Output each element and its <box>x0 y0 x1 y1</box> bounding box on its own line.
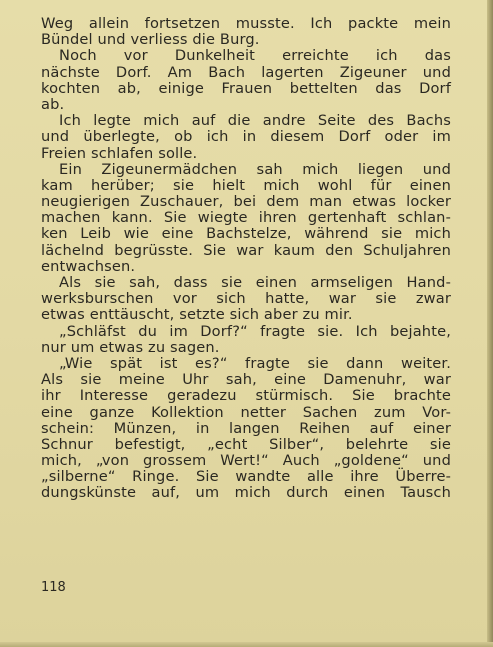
page-edge-right <box>487 0 493 647</box>
text-line: Noch vor Dunkelheit erreichte ich das <box>59 47 451 65</box>
text-line: entwachsen. <box>41 257 136 275</box>
text-line: und überlegte, ob ich in diesem Dorf oder im <box>41 128 451 146</box>
text-line: kochten ab, einige Frauen bettelten das Dorf <box>41 79 451 97</box>
text-line: „Wie spät ist es?“ fragte sie dann weiter. <box>59 354 451 372</box>
text-line: machen kann. Sie wiegte ihren gertenhaft schlan- <box>41 209 451 227</box>
text-line: neugierigen Zuschauer, bei dem man etwas locker <box>41 193 451 211</box>
text-line: eine ganze Kollektion netter Sachen zum Vor- <box>41 403 451 421</box>
text-line: lächelnd begrüsste. Sie war kaum den Schuljahren <box>41 241 451 259</box>
text-line: ken Leib wie eine Bachstelze, während sie mich <box>41 225 451 243</box>
text-line: ihr Interesse geradezu stürmisch. Sie brachte <box>41 387 451 405</box>
text-line: dungskünste auf, um mich durch einen Tausch <box>41 484 451 502</box>
text-line: Bündel und verliess die Burg. <box>41 31 260 49</box>
text-line: werksburschen vor sich hatte, war sie zwar <box>41 290 451 308</box>
text-line: Freien schlafen solle. <box>41 144 198 162</box>
text-line: Schnur befestigt, „echt Silber“, belehrte sie <box>41 435 451 453</box>
page-number: 118 <box>41 580 66 595</box>
text-line: Als sie sah, dass sie einen armseligen Hand- <box>59 274 451 291</box>
text-line: „Schläfst du im Dorf?“ fragte sie. Ich bejahte, <box>59 322 451 340</box>
text-line: nächste Dorf. Am Bach lagerten Zigeuner und <box>41 63 451 81</box>
text-line: Weg allein fortsetzen musste. Ich packte mein <box>41 15 451 32</box>
text-line: Als sie meine Uhr sah, eine Damenuhr, war <box>41 371 451 389</box>
text-line: Ich legte mich auf die andre Seite des Bachs <box>59 112 451 130</box>
text-line: mich, „von grossem Wert!“ Auch „goldene“ und <box>41 452 451 470</box>
text-line: schein: Münzen, in langen Reihen auf einer <box>41 419 451 437</box>
body-text <box>41 16 451 502</box>
text-line: etwas enttäuscht, setzte sich aber zu mir. <box>41 306 353 324</box>
text-line: Ein Zigeunermädchen sah mich liegen und <box>59 160 451 178</box>
text-line: nur um etwas zu sagen. <box>41 338 220 356</box>
page-edge-bottom <box>0 642 493 647</box>
text-line: kam herüber; sie hielt mich wohl für einen <box>41 176 451 194</box>
text-line: „silberne“ Ringe. Sie wandte alle ihre Überre- <box>41 468 451 486</box>
text-line: ab. <box>41 95 65 113</box>
